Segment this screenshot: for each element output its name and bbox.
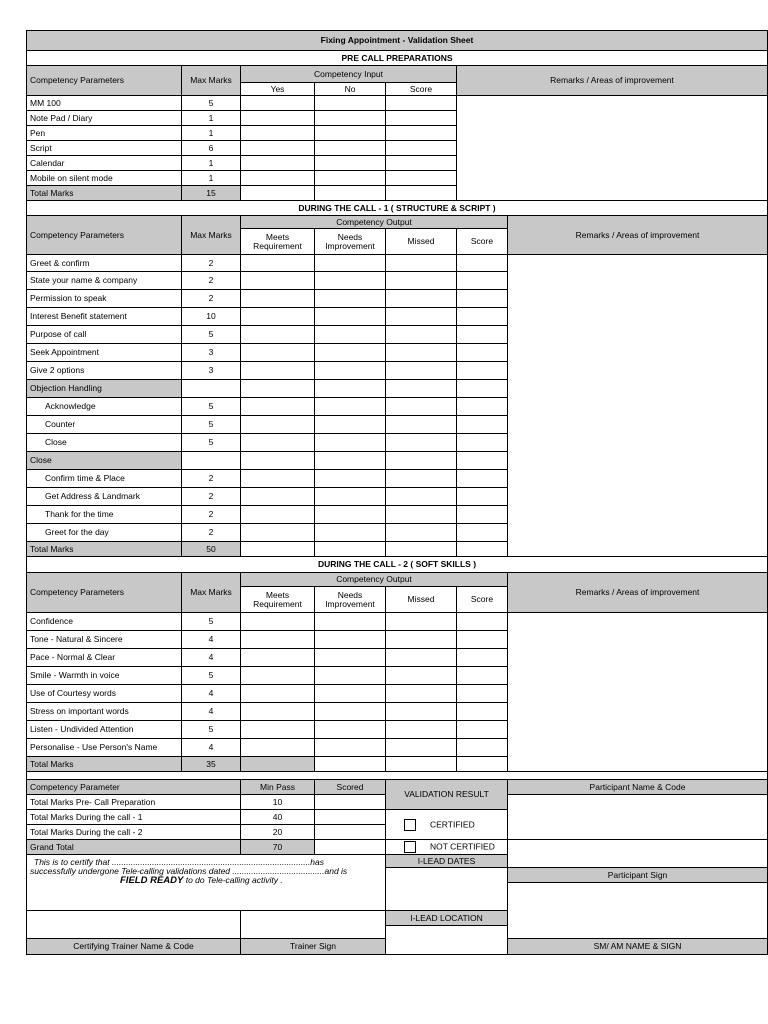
call1-meets-cell[interactable] (241, 524, 315, 542)
call2-col-max: Max Marks (182, 573, 241, 613)
summary-row-label: Total Marks During the call - 2 (27, 825, 241, 840)
call1-needs-cell[interactable] (315, 434, 386, 452)
call1-meets-cell[interactable] (241, 272, 315, 290)
call2-score-cell[interactable] (457, 649, 508, 667)
call1-row-label: Greet & confirm (27, 255, 182, 272)
ilead-location-field[interactable] (386, 926, 508, 955)
call2-total-value: 35 (182, 757, 241, 772)
call1-meets-cell[interactable] (241, 255, 315, 272)
call2-needs-cell[interactable] (315, 721, 386, 739)
pre-col-yes: Yes (241, 83, 315, 96)
call2-heading: DURING THE CALL - 2 ( SOFT SKILLS ) (27, 557, 768, 573)
call1-score-cell[interactable] (457, 452, 508, 470)
sheet-title: Fixing Appointment - Validation Sheet (27, 31, 768, 51)
call1-missed-cell[interactable] (386, 506, 457, 524)
call2-col-needs: Needs Improvement (315, 587, 386, 613)
call1-row-max: 2 (182, 524, 241, 542)
call1-row-label: Seek Appointment (27, 344, 182, 362)
call1-row-label: Counter (27, 416, 182, 434)
call1-missed-cell[interactable] (386, 308, 457, 326)
pre-remarks-box[interactable] (457, 96, 768, 201)
call2-row-label: Use of Courtesy words (27, 685, 182, 703)
call2-row-label: Pace - Normal & Clear (27, 649, 182, 667)
call1-row-label: Get Address & Landmark (27, 488, 182, 506)
summary-scored-cell[interactable] (315, 825, 386, 840)
call1-missed-cell[interactable] (386, 380, 457, 398)
call1-remarks-box[interactable] (508, 255, 768, 557)
pre-call-heading: PRE CALL PREPARATIONS (27, 51, 768, 66)
call1-score-cell[interactable] (457, 416, 508, 434)
call1-row-label: State your name & company (27, 272, 182, 290)
call1-meets-cell[interactable] (241, 416, 315, 434)
certification-statement (27, 855, 386, 911)
call1-missed-cell[interactable] (386, 452, 457, 470)
call1-col-needs: Needs Improvement (315, 229, 386, 255)
call1-score-cell[interactable] (457, 362, 508, 380)
cert-line-1: This is to certify that ....................................................................................has (34, 857, 325, 867)
grand-total-value: 70 (241, 840, 315, 855)
call2-needs-cell[interactable] (315, 631, 386, 649)
call2-col-missed: Missed (386, 587, 457, 613)
call1-row-max (182, 452, 241, 470)
call2-score-cell[interactable] (457, 739, 508, 757)
call1-score-cell[interactable] (457, 380, 508, 398)
pre-col-score: Score (386, 83, 457, 96)
trainer-sign-label: Trainer Sign (241, 939, 386, 955)
call2-meets-cell[interactable] (241, 739, 315, 757)
call1-col-missed: Missed (386, 229, 457, 255)
not-certified-option[interactable] (386, 840, 508, 855)
grand-total-scored[interactable] (315, 840, 386, 855)
call2-score-cell[interactable] (457, 667, 508, 685)
call2-missed-cell[interactable] (386, 649, 457, 667)
call1-row-max (182, 380, 241, 398)
call2-total-shade (241, 757, 315, 772)
pre-row-max: 1 (182, 156, 241, 171)
summary-row-label: Total Marks Pre- Call Preparation (27, 795, 241, 810)
pre-col-max: Max Marks (182, 66, 241, 96)
not-certified-checkbox[interactable] (404, 841, 416, 853)
pre-col-remarks: Remarks / Areas of improvement (457, 66, 768, 96)
call1-total-needs[interactable] (315, 542, 386, 557)
call1-score-cell[interactable] (457, 398, 508, 416)
call1-needs-cell[interactable] (315, 398, 386, 416)
call1-needs-cell[interactable] (315, 308, 386, 326)
call1-score-cell[interactable] (457, 308, 508, 326)
not-certified-label: NOT CERTIFIED (430, 841, 495, 852)
field-ready-text: FIELD READY (120, 874, 184, 886)
pre-score-cell[interactable] (386, 141, 457, 156)
pre-no-cell[interactable] (315, 111, 386, 126)
call1-row-max: 2 (182, 470, 241, 488)
call2-row-max: 5 (182, 613, 241, 631)
call1-missed-cell[interactable] (386, 398, 457, 416)
call2-col-score: Score (457, 587, 508, 613)
pre-score-cell[interactable] (386, 156, 457, 171)
call1-meets-cell[interactable] (241, 434, 315, 452)
call1-missed-cell[interactable] (386, 524, 457, 542)
pre-row-label: MM 100 (27, 96, 182, 111)
call2-row-label: Tone - Natural & Sincere (27, 631, 182, 649)
pre-score-cell[interactable] (386, 126, 457, 141)
call1-row-max: 5 (182, 434, 241, 452)
call1-row-max: 5 (182, 326, 241, 344)
call1-missed-cell[interactable] (386, 470, 457, 488)
call2-row-max: 4 (182, 739, 241, 757)
call2-total-score[interactable] (457, 757, 508, 772)
call1-col-meets: Meets Requirement (241, 229, 315, 255)
call2-needs-cell[interactable] (315, 703, 386, 721)
pre-total-score[interactable] (386, 186, 457, 201)
pre-no-cell[interactable] (315, 141, 386, 156)
pre-row-label: Script (27, 141, 182, 156)
call1-row-label: Confirm time & Place (27, 470, 182, 488)
pre-no-cell[interactable] (315, 126, 386, 141)
summary-col-param: Competency Parameter (27, 780, 241, 795)
call1-meets-cell[interactable] (241, 308, 315, 326)
call2-missed-cell[interactable] (386, 613, 457, 631)
call1-row-label: Close (27, 434, 182, 452)
call1-meets-cell[interactable] (241, 326, 315, 344)
call1-row-label: Acknowledge (27, 398, 182, 416)
call2-missed-cell[interactable] (386, 667, 457, 685)
pre-yes-cell[interactable] (241, 111, 315, 126)
call1-missed-cell[interactable] (386, 344, 457, 362)
ilead-dates-field[interactable] (386, 868, 508, 911)
call2-missed-cell[interactable] (386, 721, 457, 739)
cert-line-2: successfully undergone Tele-calling validations dated .......................................and is (30, 865, 348, 876)
call1-row-label: Give 2 options (27, 362, 182, 380)
certified-checkbox[interactable] (404, 819, 416, 831)
call2-total-label: Total Marks (27, 757, 182, 772)
call1-heading: DURING THE CALL - 1 ( STRUCTURE & SCRIPT ) (27, 201, 768, 216)
call1-needs-cell[interactable] (315, 488, 386, 506)
pre-col-input: Competency Input (241, 66, 457, 83)
call2-meets-cell[interactable] (241, 703, 315, 721)
pre-yes-cell[interactable] (241, 156, 315, 171)
call2-row-max: 4 (182, 649, 241, 667)
participant-sign-label: Participant Sign (508, 868, 768, 883)
pre-row-max: 1 (182, 171, 241, 186)
call1-score-cell[interactable] (457, 488, 508, 506)
call1-total-label: Total Marks (27, 542, 182, 557)
call1-meets-cell[interactable] (241, 380, 315, 398)
call1-group-label: Close (27, 452, 182, 470)
call1-meets-cell[interactable] (241, 452, 315, 470)
call1-row-label: Thank for the time (27, 506, 182, 524)
summary-col-scored: Scored (315, 780, 386, 795)
call2-needs-cell[interactable] (315, 649, 386, 667)
call1-row-max: 2 (182, 506, 241, 524)
call2-total-missed[interactable] (386, 757, 457, 772)
call1-col-param: Competency Parameters (27, 216, 182, 255)
pre-no-cell[interactable] (315, 96, 386, 111)
summary-row-min: 10 (241, 795, 315, 810)
call2-missed-cell[interactable] (386, 631, 457, 649)
validation-result-label: VALIDATION RESULT (386, 780, 508, 810)
call2-row-max: 4 (182, 685, 241, 703)
call1-row-max: 2 (182, 488, 241, 506)
call2-row-label: Listen - Undivided Attention (27, 721, 182, 739)
call1-row-max: 10 (182, 308, 241, 326)
call1-meets-cell[interactable] (241, 290, 315, 308)
call2-row-max: 4 (182, 703, 241, 721)
call1-missed-cell[interactable] (386, 434, 457, 452)
trainer-name-field[interactable] (27, 911, 241, 939)
call1-score-cell[interactable] (457, 272, 508, 290)
pre-row-label: Pen (27, 126, 182, 141)
pre-yes-cell[interactable] (241, 96, 315, 111)
call2-meets-cell[interactable] (241, 721, 315, 739)
call1-col-max: Max Marks (182, 216, 241, 255)
call2-row-label: Smile - Warmth in voice (27, 667, 182, 685)
call1-row-max: 2 (182, 255, 241, 272)
call1-row-label: Purpose of call (27, 326, 182, 344)
pre-yes-cell[interactable] (241, 171, 315, 186)
section-spacer (27, 772, 768, 780)
call1-meets-cell[interactable] (241, 344, 315, 362)
call1-needs-cell[interactable] (315, 416, 386, 434)
call1-score-cell[interactable] (457, 470, 508, 488)
call1-needs-cell[interactable] (315, 452, 386, 470)
call1-score-cell[interactable] (457, 524, 508, 542)
call2-row-max: 4 (182, 631, 241, 649)
call1-needs-cell[interactable] (315, 380, 386, 398)
call1-col-score: Score (457, 229, 508, 255)
call2-needs-cell[interactable] (315, 685, 386, 703)
pre-no-cell[interactable] (315, 171, 386, 186)
call2-row-label: Confidence (27, 613, 182, 631)
certified-option[interactable] (386, 810, 508, 840)
call2-col-remarks: Remarks / Areas of improvement (508, 573, 768, 613)
pre-score-cell[interactable] (386, 171, 457, 186)
call1-row-label: Interest Benefit statement (27, 308, 182, 326)
pre-total-yes[interactable] (241, 186, 315, 201)
call2-meets-cell[interactable] (241, 613, 315, 631)
summary-col-min: Min Pass (241, 780, 315, 795)
pre-total-value: 15 (182, 186, 241, 201)
call1-score-cell[interactable] (457, 434, 508, 452)
cert-line-3: to do Tele-calling activity . (183, 874, 283, 885)
pre-row-label: Note Pad / Diary (27, 111, 182, 126)
call1-needs-cell[interactable] (315, 470, 386, 488)
call1-total-score[interactable] (457, 542, 508, 557)
call2-missed-cell[interactable] (386, 685, 457, 703)
summary-scored-cell[interactable] (315, 810, 386, 825)
call1-score-cell[interactable] (457, 506, 508, 524)
call2-row-max: 5 (182, 667, 241, 685)
participant-sign-field[interactable] (508, 883, 768, 939)
call1-score-cell[interactable] (457, 255, 508, 272)
participant-name-extra[interactable] (508, 840, 768, 868)
call1-missed-cell[interactable] (386, 362, 457, 380)
pre-row-max: 5 (182, 96, 241, 111)
call1-missed-cell[interactable] (386, 326, 457, 344)
call1-row-label: Greet for the day (27, 524, 182, 542)
pre-row-label: Mobile on silent mode (27, 171, 182, 186)
call2-missed-cell[interactable] (386, 703, 457, 721)
call2-needs-cell[interactable] (315, 667, 386, 685)
call1-meets-cell[interactable] (241, 506, 315, 524)
call2-meets-cell[interactable] (241, 667, 315, 685)
call1-total-missed[interactable] (386, 542, 457, 557)
pre-no-cell[interactable] (315, 156, 386, 171)
call2-col-meets: Meets Requirement (241, 587, 315, 613)
summary-row-label: Total Marks During the call - 1 (27, 810, 241, 825)
call2-meets-cell[interactable] (241, 649, 315, 667)
summary-scored-cell[interactable] (315, 795, 386, 810)
summary-row-min: 20 (241, 825, 315, 840)
call1-needs-cell[interactable] (315, 344, 386, 362)
pre-row-max: 1 (182, 111, 241, 126)
call2-col-param: Competency Parameters (27, 573, 182, 613)
call2-missed-cell[interactable] (386, 739, 457, 757)
validation-table (26, 30, 768, 955)
call2-total-needs[interactable] (315, 757, 386, 772)
ilead-location-label: I-LEAD LOCATION (386, 911, 508, 926)
pre-col-param: Competency Parameters (27, 66, 182, 96)
call1-row-max: 2 (182, 272, 241, 290)
call1-col-remarks: Remarks / Areas of improvement (508, 216, 768, 255)
trainer-name-label: Certifying Trainer Name & Code (27, 939, 241, 955)
call2-row-max: 5 (182, 721, 241, 739)
call1-row-max: 5 (182, 398, 241, 416)
pre-row-label: Calendar (27, 156, 182, 171)
certified-label: CERTIFIED (430, 818, 475, 829)
call1-row-max: 5 (182, 416, 241, 434)
pre-total-no[interactable] (315, 186, 386, 201)
call2-meets-cell[interactable] (241, 685, 315, 703)
call1-needs-cell[interactable] (315, 362, 386, 380)
call2-col-output: Competency Output (241, 573, 508, 587)
call1-row-label: Permission to speak (27, 290, 182, 308)
call2-score-cell[interactable] (457, 721, 508, 739)
participant-name-field[interactable] (508, 795, 768, 840)
call2-needs-cell[interactable] (315, 613, 386, 631)
call1-group-label: Objection Handling (27, 380, 182, 398)
call2-row-label: Stress on important words (27, 703, 182, 721)
validation-sheet (26, 30, 767, 955)
call1-score-cell[interactable] (457, 344, 508, 362)
grand-total-label: Grand Total (27, 840, 241, 855)
call1-needs-cell[interactable] (315, 255, 386, 272)
call2-needs-cell[interactable] (315, 739, 386, 757)
call2-score-cell[interactable] (457, 613, 508, 631)
pre-score-cell[interactable] (386, 111, 457, 126)
call1-needs-cell[interactable] (315, 524, 386, 542)
call2-score-cell[interactable] (457, 703, 508, 721)
call1-missed-cell[interactable] (386, 255, 457, 272)
ilead-dates-label: I-LEAD DATES (386, 855, 508, 868)
pre-total-label: Total Marks (27, 186, 182, 201)
call1-row-max: 2 (182, 290, 241, 308)
call1-missed-cell[interactable] (386, 290, 457, 308)
call1-needs-cell[interactable] (315, 506, 386, 524)
call1-meets-cell[interactable] (241, 398, 315, 416)
call1-needs-cell[interactable] (315, 272, 386, 290)
pre-row-max: 1 (182, 126, 241, 141)
call1-row-max: 3 (182, 362, 241, 380)
call1-missed-cell[interactable] (386, 416, 457, 434)
call1-meets-cell[interactable] (241, 488, 315, 506)
participant-name-label: Participant Name & Code (508, 780, 768, 795)
pre-col-no: No (315, 83, 386, 96)
call2-meets-cell[interactable] (241, 631, 315, 649)
pre-score-cell[interactable] (386, 96, 457, 111)
call2-row-label: Personalise - Use Person's Name (27, 739, 182, 757)
pre-row-max: 6 (182, 141, 241, 156)
summary-row-min: 40 (241, 810, 315, 825)
call1-score-cell[interactable] (457, 290, 508, 308)
call1-total-value: 50 (182, 542, 241, 557)
call1-col-output: Competency Output (241, 216, 508, 229)
call2-score-cell[interactable] (457, 631, 508, 649)
call1-missed-cell[interactable] (386, 488, 457, 506)
call1-missed-cell[interactable] (386, 272, 457, 290)
call1-meets-cell[interactable] (241, 470, 315, 488)
call1-needs-cell[interactable] (315, 290, 386, 308)
trainer-sign-field[interactable] (241, 911, 386, 939)
call1-score-cell[interactable] (457, 326, 508, 344)
call1-total-meets[interactable] (241, 542, 315, 557)
pre-yes-cell[interactable] (241, 126, 315, 141)
sm-am-label: SM/ AM NAME & SIGN (508, 939, 768, 955)
call1-meets-cell[interactable] (241, 362, 315, 380)
call1-needs-cell[interactable] (315, 326, 386, 344)
call1-row-max: 3 (182, 344, 241, 362)
call2-remarks-box[interactable] (508, 613, 768, 772)
pre-yes-cell[interactable] (241, 141, 315, 156)
call2-score-cell[interactable] (457, 685, 508, 703)
